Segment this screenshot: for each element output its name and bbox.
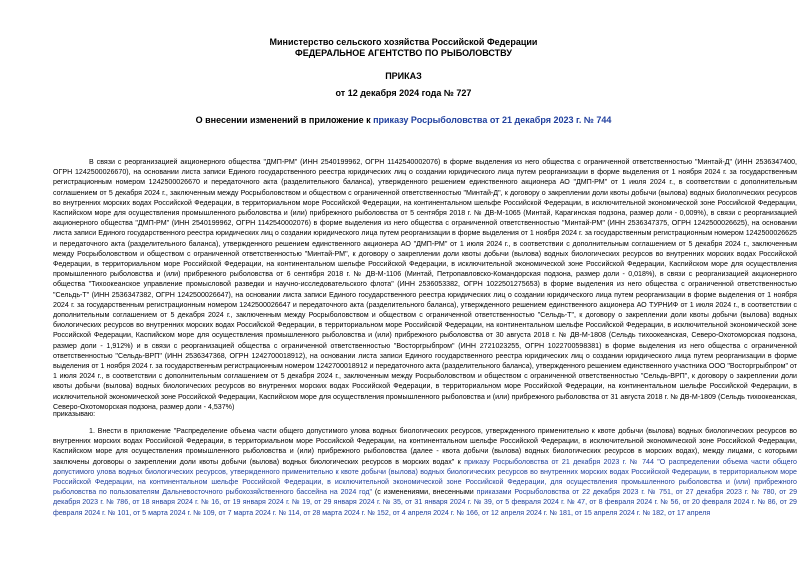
document-type: ПРИКАЗ [385,71,422,81]
title-order-link[interactable]: приказу Росрыболовства от 21 декабря 2023 г. № 744 [373,115,612,125]
order-label: приказываю: [53,410,96,418]
document-title-prefix: О внесении изменений в приложение к [195,115,374,125]
item-1-text-a: 1. Внести в приложение "Распределение объема части общего допустимого улова водных биологических ресурсов, утвержденного применительно к квоте добычи (вылова) водных биологических ресурсов во внутренних морских водах Российской Федерации, в территориальном море Российской Федерации, на континентальном шельфе Российской Федерации, в исключительной экономической зоне Российской Федерации, Каспийском море для осуществления промышленного рыболовства и (или) прибрежного рыболовства (далее - квота добычи (вылова) водных биологических ресурсов в морских водах), между лицами, с которыми заключены договоры о закреплении доли квоты добычи (вылова) водных биологических ресурсов в морских водах" к [53,427,797,466]
order-744-link[interactable]: приказу Росрыболовства от 21 декабря 2023 г. № 744 "О распределении объема части общего допустимого улова водных биологических ресурсов, утвержденного применительно к квоте добычи (вылова) водных биологических ресурсов во внутренних морских водах Российской Федерации, в территориальном море Российской Федерации, на континентальном шельфе Российской Федерации, в исключительной экономической зоне Российской Федерации, для осуществления промышленного рыболовства и (или) прибрежного рыболовства по пользователям Дальневосточного рыбохозяйственного бассейна на 2024 год" [53,457,797,497]
ministry-name: Министерство сельского хозяйства Российской Федерации [269,37,538,47]
preamble-paragraph: В связи с реорганизацией акционерного общества "ДМП-РМ" (ИНН 2540199962, ОГРН 1142540002076) в форме выделения из него общества с ограниченной ответственностью "Минтай-Д" (ИНН 2536347400, ОГРН 1242500026670), на основании листа записи Единого государственного реестра юридических лиц о создании юридического лица путем реорганизации в форме выделения от 1 ноября 2024 г. за государственным регистрационным номером 1242500026670 и передаточного акта (разделительного баланса), утвержденного решением единственного акционера АО "ДМП-РМ" от 1 июля 2024 г., в соответствии с дополнительным соглашением от 5 декабря 2024 г., заключенным между Росрыболовством и обществом с ограниченной ответственностью "Минтай-Д", к договору о закреплении доли квоты добычи (вылова) водных биологических ресурсов во внутренних морских водах Российской Федерации, в территориальном море Российской Федерации, на континентальном шельфе Российской Федерации, в исключительной экономической зоне Российской Федерации, Каспийском море для осуществления промышленного рыболовства и (или) прибрежного рыболовства от 5 сентября 2018 г. № ДВ-М-1065 (Минтай, Карагинская подзона, размер доли - 0,009%), в связи с реорганизацией акционерного общества "ДМП-РМ" (ИНН 2540199962, ОГРН 1142540002076) в форме выделения из него общества с ограниченной ответственностью "Минтай-РМ" (ИНН 2536347375, ОГРН 1242500026625), на основании листа записи Единого государственного реестра юридических лиц о создании юридического лица путем реорганизации в форме выделения от 1 ноября 2024 г. за государственным регистрационным номером 1242500026625 и передаточного акта (разделительного баланса), утвержденного решением единственного акционера АО "ДМП-РМ" от 1 июля 2024 г., в соответствии с дополнительным соглашением от 5 декабря 2024 г., заключенным между Росрыболовством и обществом с ограниченной ответственностью "Минтай-РМ", к договору о закреплении доли квоты добычи (вылова) водных биологических ресурсов во внутренних морских водах Российской Федерации, в территориальном море Российской Федерации, на континентальном шельфе Российской Федерации, в исключительной экономической зоне Российской Федерации, Каспийском море для осуществления промышленного рыболовства и (или) прибрежного рыболовства от 6 сентября 2018 г. № ДВ-М-1106 (Минтай, Петропавловско-Командорская подзона, размер доли - 0,018%), в связи с реорганизацией акционерного общества "Тихоокеанское управление промысловой разведки и научно-исследовательского флота" (ИНН 2536053382, ОГРН 1022501275653) в форме выделения из него общества с ограниченной ответственностью "Сельдь-Т" (ИНН 2536347382, ОГРН 1242500026647), на основании листа записи Единого государственного реестра юридических лиц о создании юридического лица путем реорганизации в форме выделения от 1 ноября 2024 г. за государственным регистрационным номером 1242500026647 и передаточного акта (разделительного баланса), утвержденного решением единственного акционера АО ТУРНИФ от 1 июля 2024 г., в соответствии с дополнительным соглашением от 5 декабря 2024 г., заключенным между Росрыболовством и обществом с ограниченной ответственностью "Сельдь-Т", к договору о закреплении доли квоты добычи (вылова) водных биологических ресурсов во внутренних морских водах Российской Федерации, в территориальном море Российской Федерации, на континентальном шельфе Российской Федерации, в исключительной экономической зоне Российской Федерации, Каспийском море для осуществления промышленного рыболовства и (или) прибрежного рыболовства от 30 августа 2018 г. № ДВ-М-1808 (Сельдь тихоокеанская, Северо-Охотоморская подзона, размер доли - 1,912%) и в связи с реорганизацией общества с ограниченной ответственностью "Восторгрыбпром" (ИНН 2721023255, ОГРН 1022700598381) в форме выделения из него общества с ограниченной ответственностью "Сельдь-ВРП" (ИНН 2536347368, ОГРН 1242700018912), на основании листа записи Единого государственного реестра юридических лиц о создании юридического лица путем реорганизации в форме выделения от 1 ноября 2024 г. за государственным регистрационным номером 1242700018912 и передаточного акта (разделительного баланса), утвержденного решением единственного участника ООО "Восторгрыбпром" от 1 июля 2024 г., в соответствии с дополнительным соглашением от 5 декабря 2024 г., заключенным между Росрыболовством и обществом с ограниченной ответственностью "Сельдь-ВРП", к договору о закреплении доли квоты добычи (вылова) водных биологических ресурсов во внутренних морских водах Российской Федерации, в территориальном море Российской Федерации, на континентальном шельфе Российской Федерации, в исключительной экономической зоне Российской Федерации, Каспийском море для осуществления промышленного рыболовства и (или) прибрежного рыболовства от 31 августа 2018 г. № ДВ-М-1809 (Сельдь тихоокеанская, Северо-Охотоморская подзона, размер доли - 4,537%) [53,158,797,411]
amending-orders-link[interactable]: приказами Росрыболовства от 22 декабря 2023 г. № 751, от 27 декабря 2023 г. № 780, от 29 декабря 2023 г. № 786, от 18 января 2024 г. № 16, от 19 января 2024 г. № 19, от 29 января 2024 г. № 35, от 31 января 2024 г. № 39, от 5 февраля 2024 г. № 47, от 8 февраля 2024 г. № 56, от 20 февраля 2024 г. № 86, от 29 февраля 2024 г. № 101, от 5 марта 2024 г. № 109, от 7 марта 2024 г. № 114, от 28 марта 2024 г. № 152, от 4 апреля 2024 г. № 166, от 12 апреля 2024 г. № 181, от 15 апреля 2024 г. № 182, от 17 апреля [53,488,798,517]
document-date-number: от 12 декабря 2024 года № 727 [335,88,472,98]
item-1-text-b: (с изменениями, внесенными [372,488,477,497]
agency-name: ФЕДЕРАЛЬНОЕ АГЕНТСТВО ПО РЫБОЛОВСТВУ [295,48,512,58]
item-1-paragraph [53,426,797,518]
document-title [0,115,807,125]
